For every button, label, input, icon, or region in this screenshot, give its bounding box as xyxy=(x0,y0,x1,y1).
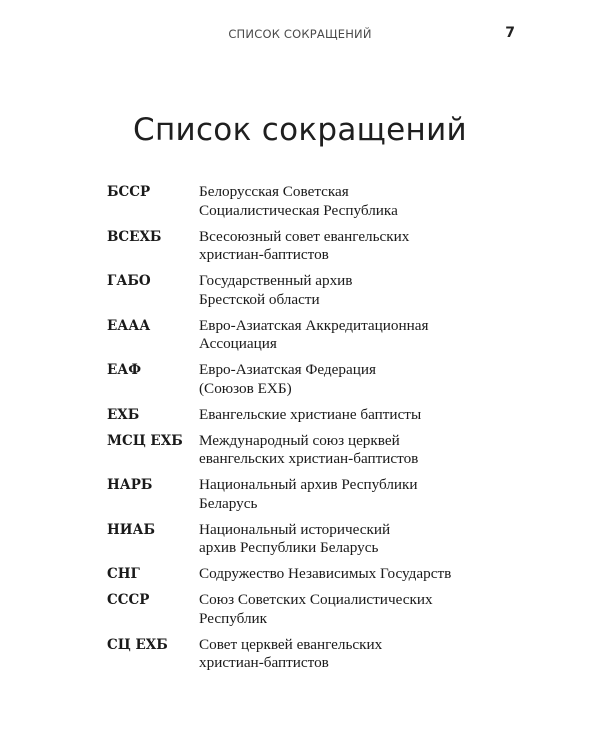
definition-line: Евангельские христиане баптисты xyxy=(199,405,422,423)
definition-line: Союз Советских Социалистических xyxy=(199,591,433,608)
definition-line: Беларусь xyxy=(199,494,258,512)
abbreviation-term: НИАБ xyxy=(107,521,156,538)
definition-line: Белорусская Советская xyxy=(199,183,349,200)
abbreviation-term: СЦ ЕХБ xyxy=(107,636,168,653)
abbreviation-term: ЕААА xyxy=(107,317,151,334)
definition-line: христиан-баптистов xyxy=(199,654,329,671)
abbreviation-definition xyxy=(199,317,547,354)
abbreviation-row xyxy=(107,476,547,513)
definition-line: христиан-баптистов xyxy=(199,246,329,263)
abbreviation-term: НАРБ xyxy=(107,477,153,493)
abbreviation-row xyxy=(107,406,547,425)
abbreviation-term: СССР xyxy=(107,592,150,608)
abbreviation-definition xyxy=(199,591,547,628)
abbreviation-definition xyxy=(199,183,547,220)
definition-line: (Союзов ЕХБ) xyxy=(199,379,292,397)
definition-line: архив Республики Беларусь xyxy=(199,539,379,556)
abbreviation-list xyxy=(107,183,547,680)
abbreviation-definition xyxy=(199,406,547,425)
page-title: Список сокращений xyxy=(133,112,467,148)
abbreviation-row xyxy=(107,521,547,558)
definition-line: Евро-Азиатская Федерация xyxy=(199,361,376,378)
running-header: СПИСОК СОКРАЩЕНИЙ xyxy=(228,27,372,41)
abbreviation-row xyxy=(107,636,547,673)
abbreviation-definition xyxy=(199,272,547,309)
page-number: 7 xyxy=(505,25,515,41)
abbreviation-row xyxy=(107,183,547,220)
definition-line: Национальный исторический xyxy=(199,520,391,538)
definition-line: Совет церквей евангельских xyxy=(199,635,383,653)
abbreviation-term: ЕХБ xyxy=(107,406,140,423)
definition-line: евангельских христиан-баптистов xyxy=(199,450,419,467)
abbreviation-row xyxy=(107,272,547,309)
abbreviation-row xyxy=(107,228,547,265)
abbreviation-definition xyxy=(199,361,547,398)
definition-line: Национальный архив Республики xyxy=(199,476,418,493)
abbreviation-definition xyxy=(199,228,547,265)
definition-line: Международный союз церквей xyxy=(199,431,400,449)
abbreviation-term: ГАБО xyxy=(107,273,151,289)
abbreviation-row xyxy=(107,361,547,398)
abbreviation-term: СНГ xyxy=(107,566,140,582)
abbreviation-row xyxy=(107,565,547,584)
abbreviation-term: ВСЕХБ xyxy=(107,228,162,245)
definition-line: Республик xyxy=(199,609,268,627)
definition-line: Содружество Независимых Государств xyxy=(199,565,452,582)
definition-line: Социалистическая Республика xyxy=(199,201,398,219)
abbreviation-row xyxy=(107,317,547,354)
abbreviation-term: ЕАФ xyxy=(107,362,142,378)
definition-line: Евро-Азиатская Аккредитационная xyxy=(199,316,429,334)
definition-line: Брестской области xyxy=(199,290,320,308)
definition-line: Государственный архив xyxy=(199,272,353,289)
abbreviation-definition xyxy=(199,476,547,513)
abbreviation-definition xyxy=(199,521,547,558)
abbreviation-definition xyxy=(199,636,547,673)
definition-line: Всесоюзный совет евангельских xyxy=(199,227,410,245)
abbreviation-definition xyxy=(199,565,547,584)
abbreviation-row xyxy=(107,591,547,628)
definition-line: Ассоциация xyxy=(199,335,277,352)
abbreviation-term: МСЦ ЕХБ xyxy=(107,432,183,449)
abbreviation-row xyxy=(107,432,547,469)
abbreviation-definition xyxy=(199,432,547,469)
abbreviation-term: БССР xyxy=(107,184,151,200)
